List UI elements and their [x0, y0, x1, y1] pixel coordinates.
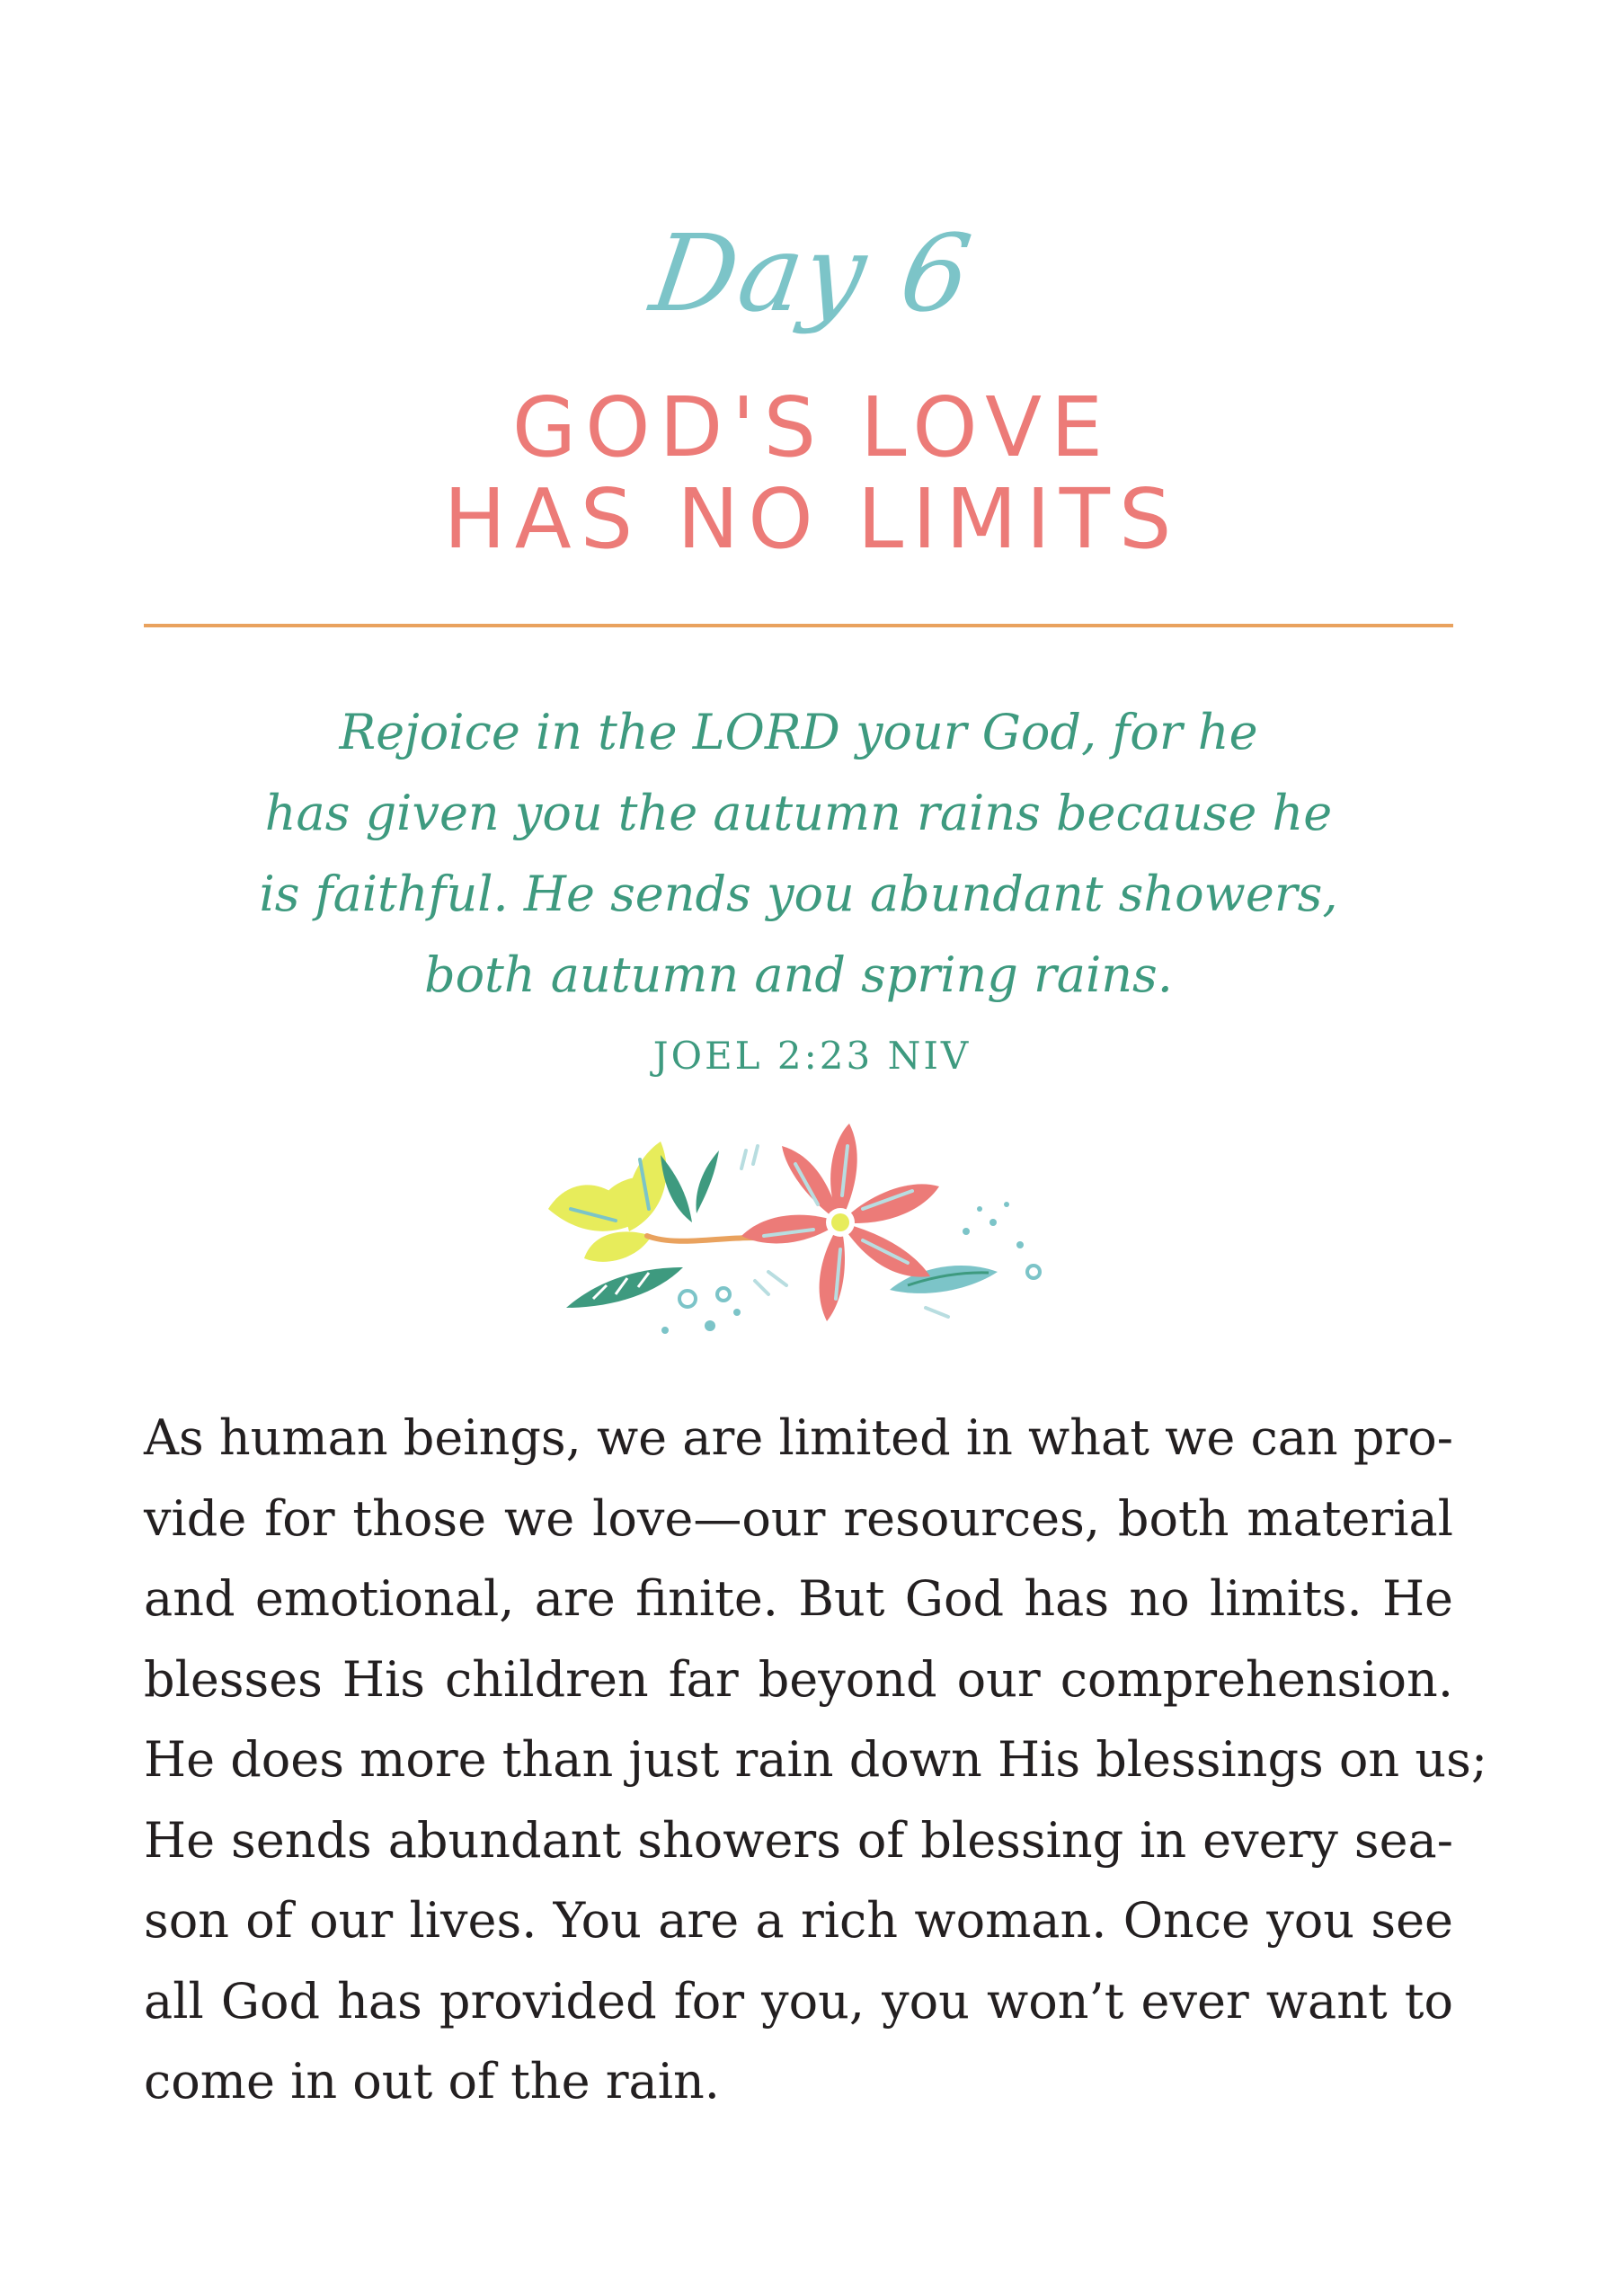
scripture-verse — [144, 692, 1453, 1016]
body-line: blesses His children far beyond our comprehension. — [144, 1650, 1453, 1708]
body-line: He does more than just rain down His blessings on us; — [144, 1731, 1488, 1788]
verse-reference: JOEL 2:23 NIV — [652, 1034, 972, 1078]
yellow-flower-icon — [548, 1142, 667, 1262]
verse-line: has given you the autumn rains because he — [264, 785, 1333, 841]
verse-line: is faithful. He sends you abundant showers, — [259, 866, 1338, 922]
body-line: all God has provided for you, you won’t ever want to — [144, 1972, 1453, 2030]
verse-line: both autumn and spring rains. — [424, 946, 1173, 1003]
divider-rule — [144, 624, 1453, 627]
body-line: He sends abundant showers of blessing in every sea- — [144, 1811, 1453, 1869]
floral-ornament-icon — [530, 1124, 1069, 1348]
body-line: and emotional, are finite. But God has no limits. He — [144, 1570, 1453, 1627]
body-line: son of our lives. You are a rich woman. Once you see — [144, 1892, 1453, 1949]
day-label: Day 6 — [643, 211, 981, 335]
verse-line: Rejoice in the LORD your God, for he — [339, 704, 1258, 760]
title-line-1: GOD'S LOVE — [511, 379, 1113, 475]
page-title — [0, 379, 1624, 567]
devotional-body — [144, 1398, 1488, 2122]
body-line: As human beings, we are limited in what we can pro- — [144, 1409, 1453, 1466]
body-line: come in out of the rain. — [144, 2053, 720, 2110]
body-line: vide for those we love—our resources, both material — [144, 1489, 1453, 1547]
title-line-2: HAS NO LIMITS — [443, 471, 1181, 567]
